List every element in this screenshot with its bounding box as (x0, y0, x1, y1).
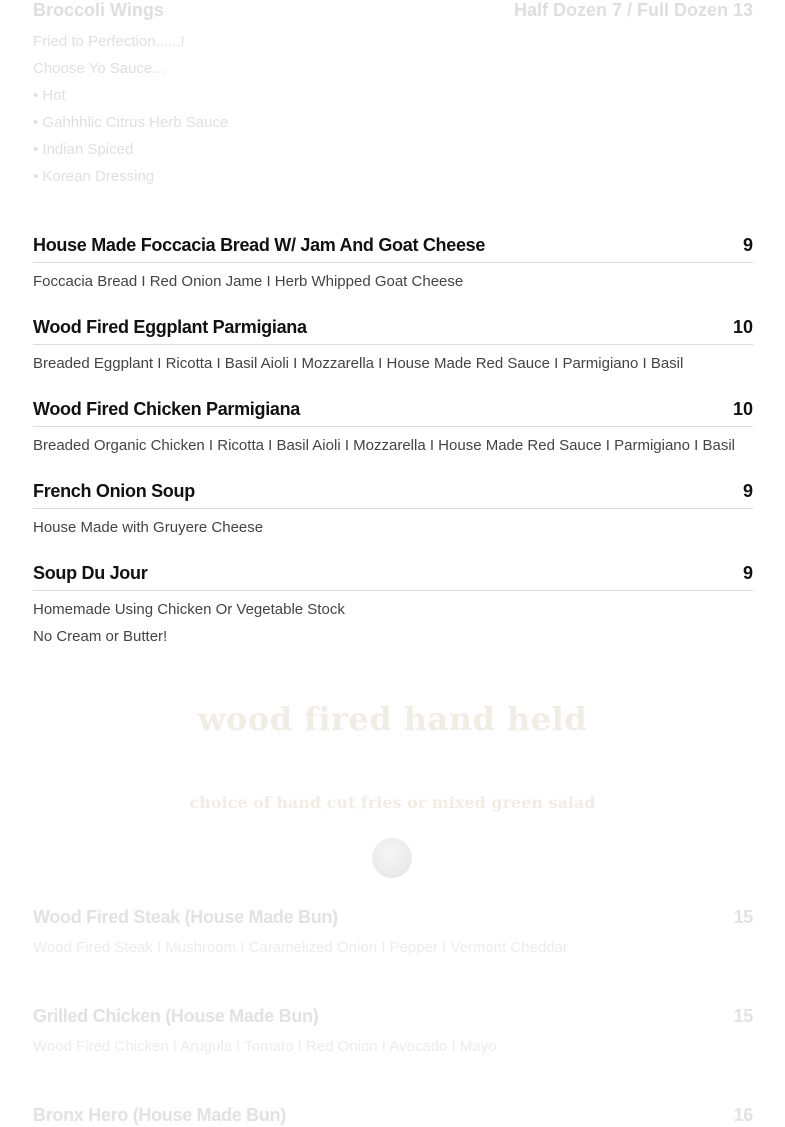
menu-item-name: Wood Fired Chicken Parmigiana (33, 399, 301, 419)
menu-item-header (33, 480, 753, 509)
description-line: • Korean Dressing (33, 168, 155, 185)
menu-item-description: No Cream or Butter! (33, 628, 168, 645)
plate-icon (372, 838, 412, 878)
menu-item-price: 10 (732, 399, 753, 419)
description-line: • Gahhhlic Citrus Herb Sauce (33, 114, 229, 131)
section-subtitle: choice of hand cut fries or mixed green salad (189, 793, 596, 812)
description-line: Fried to Perfection......! (33, 33, 185, 50)
menu-item-price: 9 (742, 481, 753, 501)
menu-item-description: Wood Fired Chicken I Arugula I Tomato I Red Onion I Avocado I Mayo (33, 1038, 497, 1055)
menu-item-price: 9 (742, 563, 753, 583)
menu-item-price: 15 (733, 1006, 753, 1026)
menu-item-french-onion-soup (33, 480, 753, 541)
menu-item-description: Homemade Using Chicken Or Vegetable Stock (33, 601, 345, 618)
menu-item-name: Wood Fired Eggplant Parmigiana (33, 317, 307, 337)
menu-item-name: Broccoli Wings (33, 0, 164, 20)
section-title: wood fired hand held (197, 700, 588, 738)
menu-item-name: Wood Fired Steak (House Made Bun) (33, 907, 338, 927)
menu-item-description: Breaded Eggplant I Ricotta I Basil Aioli I Mozzarella I House Made Red Sauce I Parmigiano I Basil (33, 355, 684, 372)
menu-item-header (33, 234, 753, 263)
menu-item-price: 9 (742, 235, 753, 255)
menu-item-name: Grilled Chicken (House Made Bun) (33, 1006, 319, 1026)
menu-item-eggplant-parmigiana (33, 316, 753, 377)
menu-item-price: 10 (732, 317, 753, 337)
menu-item-name: French Onion Soup (33, 481, 195, 501)
menu-item-header (33, 562, 753, 591)
menu-item-header (33, 316, 753, 345)
menu-item-name: Bronx Hero (House Made Bun) (33, 1105, 286, 1125)
menu-item-header (33, 398, 753, 427)
menu-item-chicken-parmigiana (33, 398, 753, 459)
menu-item-name: Soup Du Jour (33, 563, 148, 583)
menu-item-price: Half Dozen 7 / Full Dozen 13 (513, 0, 753, 20)
menu-item-description: Wood Fired Steak I Mushroom I Caramelized Onion I Pepper I Vermont Cheddar (33, 939, 568, 956)
menu-item-soup-du-jour (33, 562, 753, 650)
menu-item-broccoli-wings (33, 0, 753, 22)
description-line: • Indian Spiced (33, 141, 134, 158)
description-line: • Hot (33, 87, 66, 104)
menu-item-description: Breaded Organic Chicken I Ricotta I Basil Aioli I Mozzarella I House Made Red Sauce I Parmigiano I Basil (33, 437, 735, 454)
menu-item-description: House Made with Gruyere Cheese (33, 519, 264, 536)
menu-item-price: 16 (733, 1105, 753, 1125)
menu-item-foccacia (33, 234, 753, 295)
menu-item-price: 15 (733, 907, 753, 927)
menu-item-description (33, 33, 228, 195)
menu-item-name: House Made Foccacia Bread W/ Jam And Goat Cheese (33, 235, 486, 255)
description-line: Choose Yo Sauce... (33, 60, 165, 77)
menu-item-description: Foccacia Bread I Red Onion Jame I Herb Whipped Goat Cheese (33, 273, 464, 290)
